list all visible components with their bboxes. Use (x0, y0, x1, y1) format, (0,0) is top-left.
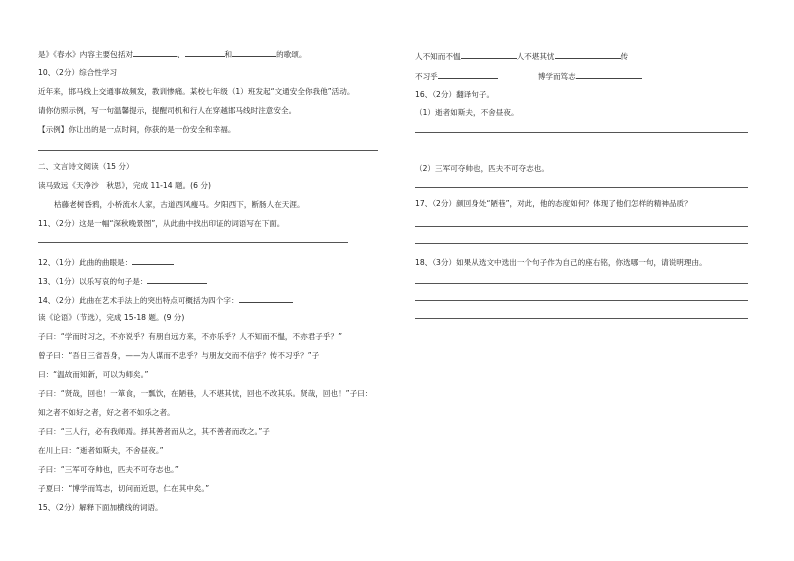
lunyu-line-9: 子夏曰：“博学而笃志，切问而近思，仁在其中矣。” (38, 484, 210, 493)
q10-paragraph-2: 请你仿照示例，写一句温馨提示，提醒司机和行人在穿越邯马线时注意安全。 (38, 106, 297, 115)
lunyu-reading-instruction: 读《论语》（节选），完成 15-18 题。(9 分) (38, 313, 185, 322)
lunyu-line-2: 曾子曰：“吾日三省吾身，——为人谋而不忠乎？与朋友交而不信乎？传不习乎？”子 (38, 351, 320, 360)
q12-line (38, 256, 174, 268)
q10-title: 10、（2分）综合性学习 (38, 68, 118, 77)
q14-text: 14、（2分）此曲在艺术手法上的突出特点可概括为四个字： (38, 296, 239, 305)
q9-text-post: 的歌颂。 (276, 50, 307, 59)
q12-text: 12、（1分）此曲的曲眼是： (38, 258, 133, 267)
q17-answer-line-1[interactable] (415, 226, 748, 227)
q13-line (38, 275, 207, 287)
q13-blank[interactable] (147, 275, 207, 284)
q14-line (38, 294, 293, 306)
lunyu-line-6: 子曰：“三人行，必有我师焉。择其善者而从之，其不善者而改之。”子 (38, 427, 270, 436)
q10-example: 【示例】你让出的是一点时间，你获的是一份安全和幸福。 (38, 125, 236, 134)
q15-row-2 (415, 70, 642, 82)
q15-blank-1[interactable] (461, 50, 517, 59)
q9-blank-1[interactable] (133, 48, 177, 57)
q18-answer-line-2[interactable] (415, 300, 748, 301)
lunyu-line-3: 曰：“温故而知新，可以为师矣。” (38, 370, 149, 379)
q9-text-pre: 是》《春水》内容主要包括对 (38, 50, 133, 59)
q17-answer-line-2[interactable] (415, 243, 748, 244)
q15-word-2: 人不堪其忧 (516, 52, 555, 61)
q15-text: 15、（2分）解释下面加横线的词语。 (38, 503, 163, 512)
q11-text: 11、（2分）这是一幅“深秋晚景图”，从此曲中找出印证的词语写在下面。 (38, 219, 285, 228)
q15-word-3: 传 (620, 52, 629, 61)
q14-blank[interactable] (239, 294, 293, 303)
q15-word-1: 人不知而不愠 (415, 52, 461, 61)
q15-blank-2[interactable] (555, 50, 621, 59)
q17-text: 17、（2分）颜回身处“陋巷”，对此，他的态度如何？体现了他们怎样的精神品质？ (415, 199, 692, 208)
q18-answer-line-1[interactable] (415, 283, 748, 284)
q10-paragraph-1: 近年来，邯马线上交通事故频发，教训惨痛。某校七年级（1）班发起“文通安全你我他”活动。 (38, 87, 355, 96)
q15-word-4: 不习乎 (415, 72, 438, 81)
q16-1-answer-line[interactable] (415, 132, 748, 133)
q18-answer-line-3[interactable] (415, 318, 748, 319)
q9-blank-2[interactable] (185, 48, 225, 57)
q16-sentence-2: （2）三军可夺帅也，匹夫不可夺志也。 (415, 164, 549, 173)
q12-blank[interactable] (132, 256, 174, 265)
lunyu-line-8: 子曰：“三军可夺帅也，匹夫不可夺志也。” (38, 465, 179, 474)
q13-text: 13、（1分）以乐写哀的句子是： (38, 277, 148, 286)
q10-answer-line[interactable] (38, 150, 378, 151)
q11-answer-line[interactable] (38, 242, 348, 243)
lunyu-line-1: 子曰：“学而时习之，不亦说乎？有朋自远方来，不亦乐乎？人不知而不愠，不亦君子乎？” (38, 332, 343, 341)
q9-continuation-line (38, 48, 306, 60)
q9-sep-1: 、 (176, 50, 185, 59)
poem-text: 枯藤老树昏鸦，小桥流水人家，古道西风瘦马。夕阳西下，断肠人在天涯。 (54, 200, 305, 209)
q16-2-answer-line[interactable] (415, 187, 748, 188)
q15-blank-4[interactable] (576, 70, 642, 79)
q16-text: 16、（2分）翻译句子。 (415, 90, 495, 99)
poem-reading-instruction: 读马致远《天净沙 秋思》，完成 11-14 题。(6 分) (38, 181, 211, 190)
q15-word-5: 博学而笃志 (537, 72, 576, 81)
lunyu-line-5: 知之者不如好之者，好之者不如乐之者。 (38, 408, 175, 417)
q18-text: 18、（3分）如果从选文中选出一个句子作为自己的座右铭，你选哪一句，请说明理由。 (415, 258, 707, 267)
lunyu-line-4: 子曰：“贤哉，回也！一箪食，一瓢饮，在陋巷，人不堪其忧，回也不改其乐。贤哉，回也！”子曰： (38, 389, 373, 398)
section-2-heading: 二、文言诗文阅读（15 分） (38, 162, 134, 171)
q15-row-1 (415, 50, 628, 62)
lunyu-line-7: 在川上曰：“逝者如斯夫，不舍昼夜。” (38, 446, 164, 455)
q15-blank-3[interactable] (438, 70, 498, 79)
q16-sentence-1: （1）逝者如斯夫，不舍昼夜。 (415, 108, 519, 117)
q9-sep-2: 和 (224, 50, 233, 59)
q9-blank-3[interactable] (232, 48, 276, 57)
